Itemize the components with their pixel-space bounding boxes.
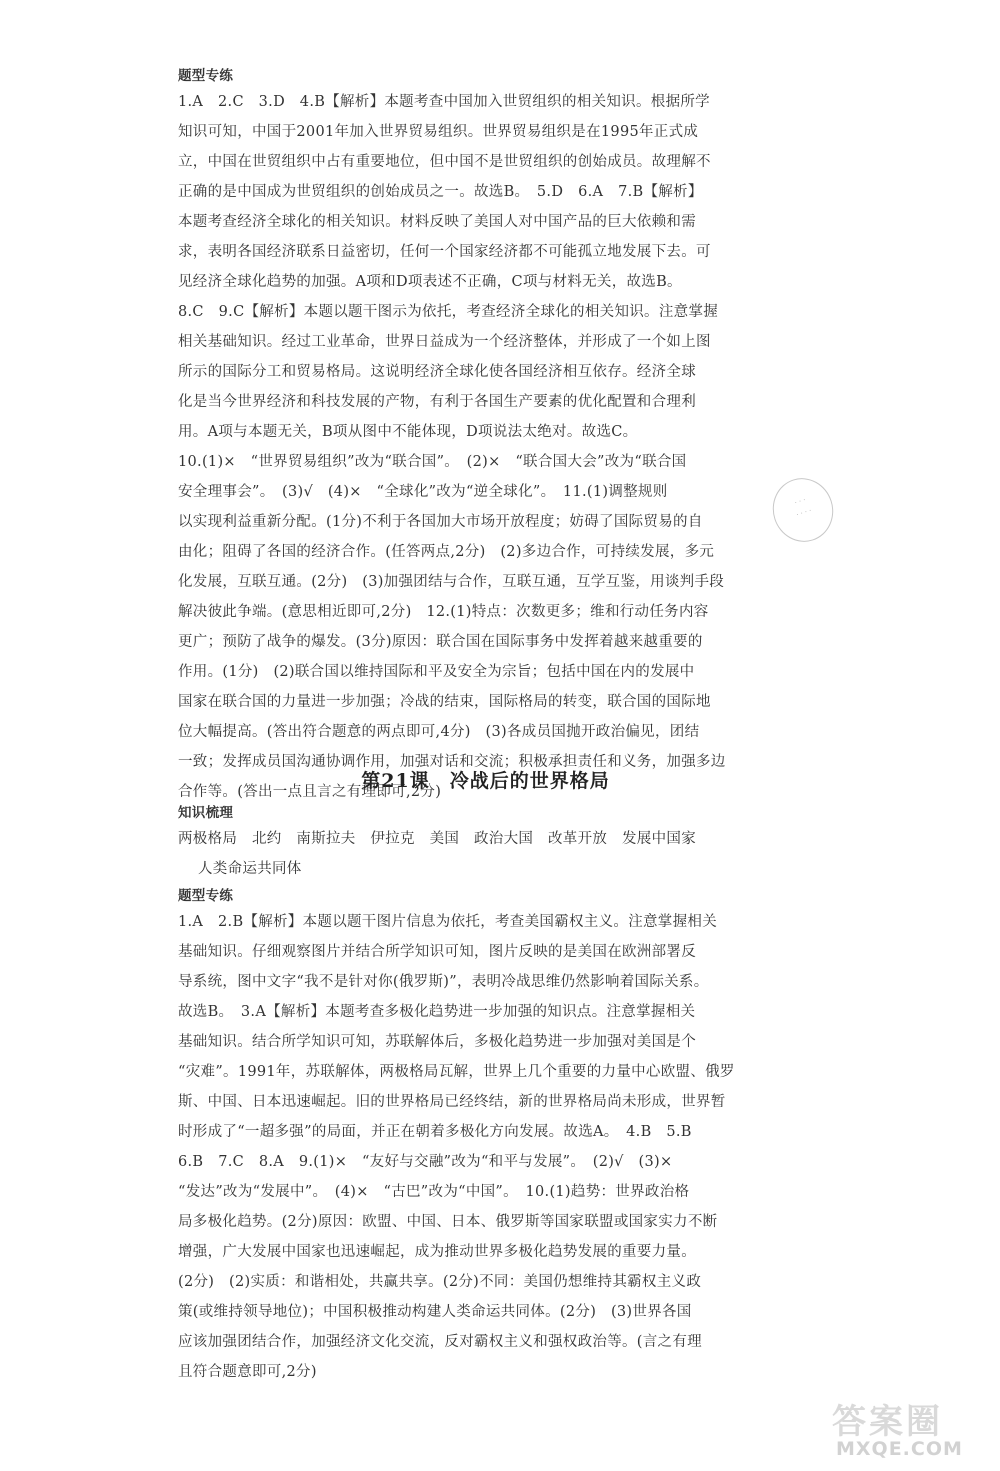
text-line: 一致；发挥成员国沟通协调作用，加强对话和交流；积极承担责任和义务，加强多边 [178,754,726,770]
text-line: “灾难”。1991年，苏联解体，两极格局瓦解，世界上几个重要的力量中心欧盟、俄罗 [178,1064,735,1080]
text-line: (2分) (2)实质：和谐相处，共赢共享。(2分)不同：美国仍想维持其霸权主义政 [178,1274,702,1290]
text-line: 策(或维持领导地位)；中国积极推动构建人类命运共同体。(2分) (3)世界各国 [178,1304,692,1320]
text-line: 时形成了“一超多强”的局面，并正在朝着多极化方向发展。故选A。 4.B 5.B [178,1124,692,1140]
text-line: 相关基础知识。经过工业革命，世界日益成为一个经济整体，并形成了一个如上图 [178,334,711,350]
text-line: 见经济全球化趋势的加强。A项和D项表述不正确，C项与材料无关，故选B。 [178,274,682,290]
text-line: 解决彼此争端。(意思相近即可,2分) 12.(1)特点：次数更多；维和行动任务内容 [178,604,709,620]
text-line: 用。A项与本题无关，B项从图中不能体现，D项说法太绝对。故选C。 [178,424,638,440]
chapter-title: 第21课 冷战后的世界格局 [361,770,610,792]
seal-stamp: · · · · · · · [765,470,842,549]
text-line: 更广；预防了战争的爆发。(3分)原因：联合国在国际事务中发挥着越来越重要的 [178,634,703,650]
text-line: 求，表明各国经济联系日益密切，任何一个国家经济都不可能孤立地发展下去。可 [178,244,711,260]
text-line: 局多极化趋势。(2分)原因：欧盟、中国、日本、俄罗斯等国家联盟或国家实力不断 [178,1214,718,1230]
text-line: 本题考查经济全球化的相关知识。材料反映了美国人对中国产品的巨大依赖和需 [178,214,696,230]
section-heading: 题型专练 [178,68,234,84]
text-line: 6.B 7.C 8.A 9.(1)× “友好与交融”改为“和平与发展”。 (2)√ (3)× [178,1154,673,1170]
text-line: 合作等。(答出一点且言之有理即可,2分) [178,784,442,800]
text-line: 导系统，图中文字“我不是针对你(俄罗斯)”，表明冷战思维仍然影响着国际关系。 [178,974,709,990]
text-line: 基础知识。仔细观察图片并结合所学知识可知，图片反映的是美国在欧洲部署反 [178,944,696,960]
text-line: 应该加强团结合作，加强经济文化交流，反对霸权主义和强权政治等。(言之有理 [178,1334,702,1350]
watermark-logo: 答案圈 [832,1402,943,1442]
text-line: 增强，广大发展中国家也迅速崛起，成为推动世界多极化趋势发展的重要力量。 [178,1244,696,1260]
text-line: 且符合题意即可,2分) [178,1364,317,1380]
watermark [832,1394,982,1466]
text-line: 安全理事会”。 (3)√ (4)× “全球化”改为“逆全球化”。 11.(1)调整规则 [178,484,668,500]
text-line: 正确的是中国成为世贸组织的创始成员之一。故选B。 5.D 6.A 7.B【解析】 [178,184,703,200]
watermark-url: MXQE.COM [836,1438,963,1460]
text-line: 化发展，互联互通。(2分) (3)加强团结与合作，互联互通，互学互鉴，用谈判手段 [178,574,725,590]
text-line: 以实现利益重新分配。(1分)不利于各国加大市场开放程度；妨碍了国际贸易的自 [178,514,703,530]
section-exercises-2 [178,885,793,1387]
text-line: 1.A 2.B【解析】本题以题干图片信息为依托，考查美国霸权主义。注意掌握相关 [178,914,717,930]
text-line: 1.A 2.C 3.D 4.B【解析】本题考查中国加入世贸组织的相关知识。根据所学 [178,94,710,110]
section-knowledge [178,802,793,884]
section-heading: 知识梳理 [178,805,234,821]
section-heading: 题型专练 [178,888,234,904]
text-line: 国家在联合国的力量进一步加强；冷战的结束，国际格局的转变，联合国的国际地 [178,694,711,710]
text-line: 知识可知，中国于2001年加入世界贸易组织。世界贸易组织是在1995年正式成 [178,124,699,140]
text-line: “发达”改为“发展中”。 (4)× “古巴”改为“中国”。 10.(1)趋势：世界政治格 [178,1184,690,1200]
section-exercises-1 [178,65,793,807]
text-line: 8.C 9.C【解析】本题以题干图示为依托，考查经济全球化的相关知识。注意掌握 [178,304,719,320]
text-line: 所示的国际分工和贸易格局。这说明经济全球化使各国经济相互依存。经济全球 [178,364,696,380]
text-line: 作用。(1分) (2)联合国以维持国际和平及安全为宗旨；包括中国在内的发展中 [178,664,695,680]
text-line: 故选B。 3.A【解析】本题考查多极化趋势进一步加强的知识点。注意掌握相关 [178,1004,696,1020]
text-line: 由化；阻碍了各国的经济合作。(任答两点,2分) (2)多边合作，可持续发展，多元 [178,544,715,560]
keyword-line: 人类命运共同体 [198,861,302,877]
text-line: 立，中国在世贸组织中占有重要地位，但中国不是世贸组织的创始成员。故理解不 [178,154,711,170]
text-line: 10.(1)× “世界贸易组织”改为“联合国”。 (2)× “联合国大会”改为“联合国 [178,454,687,470]
text-line: 基础知识。结合所学知识可知，苏联解体后，多极化趋势进一步加强对美国是个 [178,1034,696,1050]
keyword-line: 两极格局 北约 南斯拉夫 伊拉克 美国 政治大国 改革开放 发展中国家 [178,831,696,847]
text-line: 斯、中国、日本迅速崛起。旧的世界格局已经终结，新的世界格局尚未形成，世界暂 [178,1094,726,1110]
answer-lines [178,87,793,807]
text-line: 化是当今世界经济和科技发展的产物，有利于各国生产要素的优化配置和合理利 [178,394,696,410]
answer-lines [178,907,793,1387]
text-line: 位大幅提高。(答出符合题意的两点即可,4分) (3)各成员国抛开政治偏见，团结 [178,724,700,740]
